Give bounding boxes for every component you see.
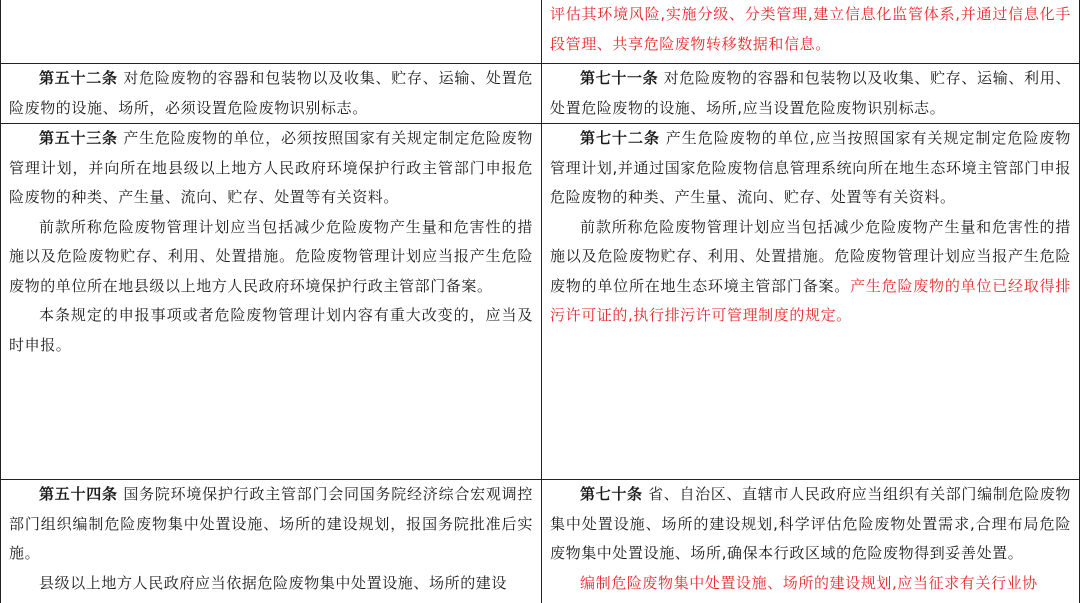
article-text: 省、自治区、直辖市人民政府应当组织有关部门编制危险废物集中处置设施、场所的建设规划,科学评估危险废物处置需求,合理布局危险废物集中处置设施、场所,确保本行政区域的危险废物得到妥善处置。 — [550, 485, 1072, 562]
article-text: 产生危险废物的单位,应当按照国家有关规定制定危险废物管理计划,并通过国家危险废物信息管理系统向所在地生态环境主管部门申报危险废物的种类、产生量、流向、贮存、处置等有关资料。 — [550, 129, 1071, 206]
new-law-cell — [542, 124, 1080, 479]
highlighted-text: 产生危险废物的单位已经取得排污许可证的,执行排污许可管理制度的规定。 — [550, 276, 1071, 324]
new-law-cell — [542, 480, 1080, 603]
old-law-cell — [0, 480, 542, 603]
new-law-cell — [542, 0, 1080, 63]
paragraph — [550, 0, 1071, 59]
article-number: 第七十一条 — [580, 69, 659, 87]
table-row — [0, 64, 1080, 123]
new-law-cell — [542, 64, 1080, 123]
table-row — [0, 124, 1080, 479]
article-text: 县级以上地方人民政府应当依据危险废物集中处置设施、场所的建设 — [39, 573, 508, 592]
article-text: 国务院环境保护行政主管部门会同国务院经济综合宏观调控部门组织编制危险废物集中处置设施、场所的建设规划，报国务院批准后实施。 — [9, 485, 533, 562]
article-text: 前款所称危险废物管理计划应当包括减少危险废物产生量和危害性的措施以及危险废物贮存、利用、处置措施。危险废物管理计划应当报产生危险废物的单位所在地生态环境主管部门备案。 — [550, 217, 1071, 295]
paragraph — [9, 64, 533, 123]
old-law-cell — [0, 124, 542, 479]
article-text: 本条规定的申报事项或者危险废物管理计划内容有重大改变的，应当及时申报。 — [9, 306, 533, 354]
article-text: 对危险废物的容器和包装物以及收集、贮存、运输、处置危险废物的设施、场所，必须设置危险废物识别标志。 — [9, 69, 533, 117]
paragraph — [550, 64, 1071, 123]
paragraph — [550, 569, 1071, 599]
paragraph — [9, 569, 533, 599]
old-law-cell — [0, 64, 542, 123]
highlighted-text: 评估其环境风险,实施分级、分类管理,建立信息化监管体系,并通过信息化手段管理、共享危险废物转移数据和信息。 — [550, 5, 1071, 53]
article-number: 第五十二条 — [39, 69, 118, 87]
article-number: 第五十三条 — [39, 129, 118, 147]
article-number: 第七十二条 — [580, 129, 660, 147]
article-text: 前款所称危险废物管理计划应当包括减少危险废物产生量和危害性的措施以及危险废物贮存、利用、处置措施。危险废物管理计划应当报产生危险废物的单位所在地县级以上地方人民政府环境保护行政主管部门备案。 — [9, 217, 533, 295]
highlighted-text: 编制危险废物集中处置设施、场所的建设规划,应当征求有关行业协 — [580, 573, 1038, 592]
paragraph — [550, 213, 1071, 331]
table-row — [0, 480, 1080, 603]
paragraph — [9, 480, 533, 569]
old-law-cell — [0, 0, 542, 63]
paragraph — [550, 480, 1071, 569]
paragraph — [9, 124, 533, 213]
article-number: 第七十条 — [580, 485, 643, 503]
article-text: 产生危险废物的单位，必须按照国家有关规定制定危险废物管理计划，并向所在地县级以上地方人民政府环境保护行政主管部门申报危险废物的种类、产生量、流向、贮存、处置等有关资料。 — [9, 129, 533, 206]
article-text: 对危险废物的容器和包装物以及收集、贮存、运输、利用、处置危险废物的设施、场所,应当设置危险废物识别标志。 — [550, 69, 1071, 117]
article-number: 第五十四条 — [39, 485, 118, 503]
paragraph — [9, 213, 533, 302]
paragraph — [9, 301, 533, 360]
paragraph — [550, 124, 1071, 213]
table-row — [0, 0, 1080, 63]
